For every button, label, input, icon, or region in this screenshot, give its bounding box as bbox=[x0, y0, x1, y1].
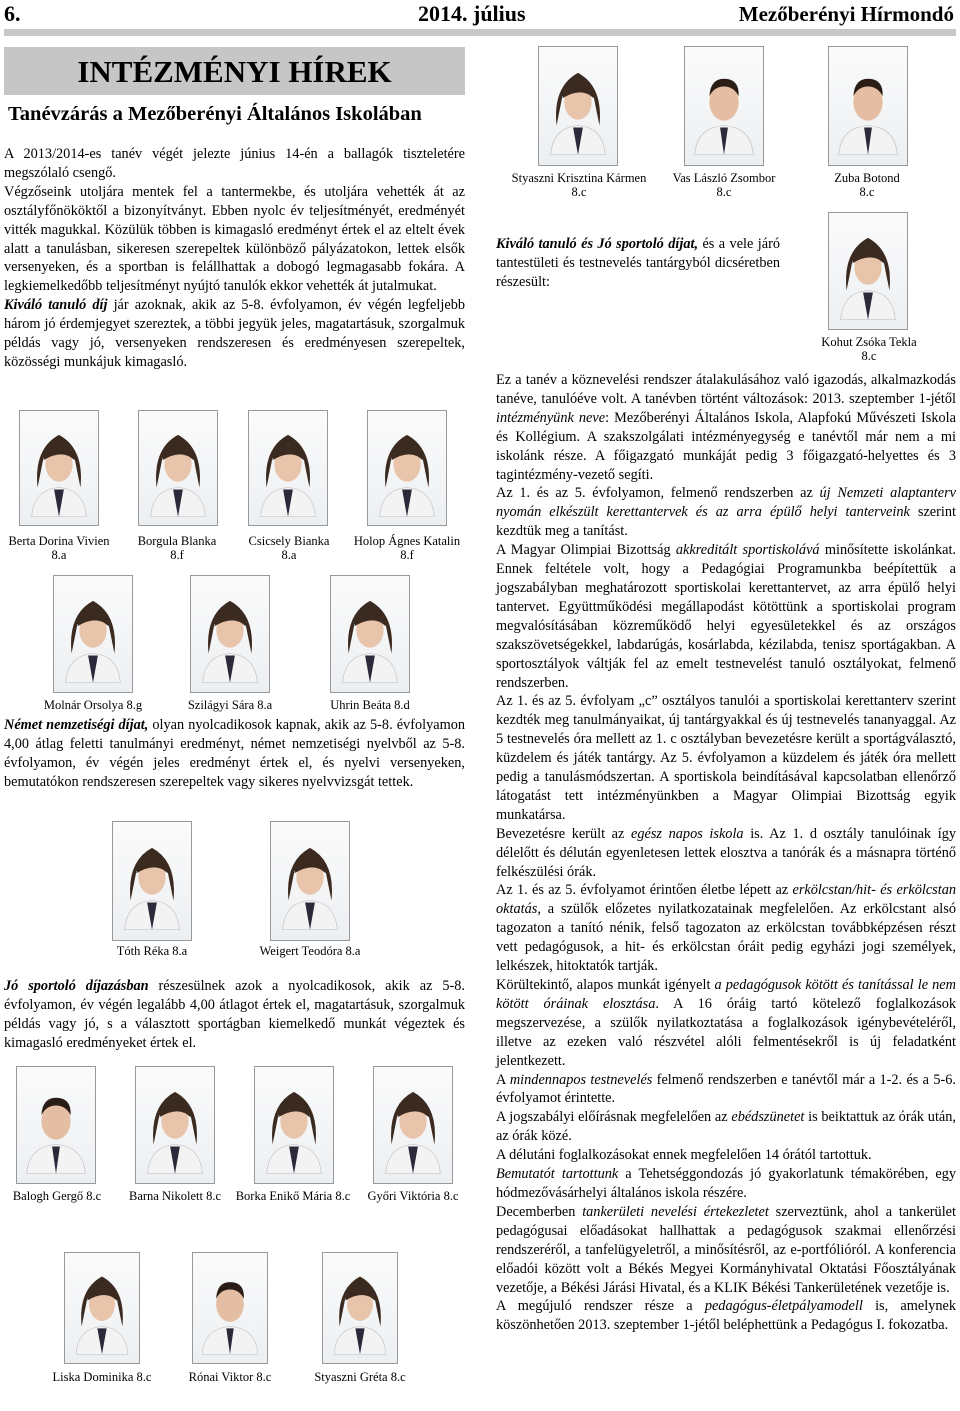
student-caption: Csicsely Bianka 8.a bbox=[248, 534, 330, 562]
award-nemet-paragraph bbox=[4, 716, 465, 792]
section-title: INTÉZMÉNYI HÍREK bbox=[77, 54, 392, 89]
student-photo bbox=[828, 46, 908, 166]
student-photo bbox=[322, 1252, 398, 1364]
student-caption: Szilágyi Sára 8.a bbox=[187, 698, 273, 712]
student-photo bbox=[135, 1066, 215, 1184]
award-double-paragraph bbox=[496, 235, 780, 292]
paragraph-curriculum: Az 1. és az 5. évfolyamon, felmenő rendszerben az új Nemzeti alaptanterv nyomán elkészült kerettantervek és az arra épülő helyi tanterveink szerint kezdtük meg a tanítást. bbox=[496, 485, 956, 540]
student-photo bbox=[16, 1066, 96, 1184]
student-photo bbox=[367, 410, 447, 526]
award-nemet-text: olyan nyolcadikosok kapnak, akik az 5-8. évfolyamon 4,00 átlag feletti tanulmányi eredményt, német nemzetiségi nyelvből az 5-8. évfolyamon, év végén jeles eredményt értek el, és nyelvi versenyeken, bemutatókon rendszeresen szerepeltek vagy sikeres nyelvvizsgát tettek. bbox=[4, 717, 465, 790]
student-caption: Holop Ágnes Katalin 8.f bbox=[353, 534, 461, 562]
student-caption: Berta Dorina Vivien 8.a bbox=[8, 534, 110, 562]
issue-date: 2014. július bbox=[418, 1, 526, 26]
award-double-title: Kiváló tanuló és Jó sportoló díjat, bbox=[496, 236, 699, 252]
student-caption: Rónai Viktor 8.c bbox=[188, 1370, 272, 1384]
student-caption: Győri Viktória 8.c bbox=[367, 1189, 459, 1203]
paragraph-afternoon: A délutáni foglalkozásokat ennek megfelelően 14 órától tartottuk. bbox=[496, 1147, 872, 1164]
intro-paragraph-1: A 2013/2014-es tanév végét jelezte június 14-én a ballagók tiszteletére megszólaló csengő. bbox=[4, 146, 465, 181]
paragraph-lunch: A jogszabályi előírásnak megfelelően az ebédszünetet is beiktattuk az órák után, az órák közé. bbox=[496, 1109, 956, 1145]
award-sport-title: Jó sportoló díjazásban bbox=[4, 978, 149, 994]
student-caption: Styaszni Krisztina Kármen 8.c bbox=[511, 171, 647, 199]
student-photo bbox=[192, 1252, 268, 1364]
right-column-text bbox=[496, 371, 956, 1335]
student-photo bbox=[64, 1252, 140, 1364]
student-caption: Balogh Gergő 8.c bbox=[12, 1189, 102, 1203]
student-photo bbox=[538, 46, 618, 166]
award-kivalo-title: Kiváló tanuló díj bbox=[4, 297, 108, 314]
paragraph-ethics: Az 1. és az 5. évfolyamot érintően életbe lépett az erkölcstan/hit- és erkölcstan oktatás, a szülők előzetes nyilatkozatainak megfelelően. Az erkölcstant alsó tagozaton a tanító nénik, felső tagozaton az erkölcstan továbbképzésen részt vett pedagógusok, a hit- és erkölcstan óráit pedig egyházi jogi személyek, lelkészek, hitoktatók tartják. bbox=[496, 882, 956, 975]
student-photo bbox=[248, 410, 328, 526]
award-kivalo-paragraph bbox=[4, 296, 465, 372]
award-sport-paragraph bbox=[4, 977, 465, 1053]
student-photo bbox=[270, 821, 350, 941]
award-sport-text: részesülnek azok a nyolcadikosok, akik az 5-8. évfolyamon, év végén legalább 4,00 átlagot értek el, magatartásuk, szorgalmuk példás vagy jó, s a választott sportágban kiemelkedő munkát végeztek és kimagasló eredményeket értek el. bbox=[4, 978, 465, 1051]
award-double-text: és a vele járó tantestületi és testnevelés tantárgyból dicséretben részesült: bbox=[496, 236, 781, 290]
intro-paragraph-2: Végzőseink utoljára mentek fel a tantermekbe, és utoljára vehették át az osztályfőnököktől a bizonyítványt. Ebben nyolc év teljesítményét, eredményét vitték magukkal. Közülük többen is kimagasló eredményt értek el az eltelt évek alatt a tanulásban, sikeresen szerepeltek különböző pályázatokon, lettek elsők versenyeken, és a sportban is felállhattak a dobogó legmagasabb fokára. A legkiemelkedőbb teljesítményt nyújtó tanulók ekkor vehették át jutalmukat. bbox=[4, 183, 465, 295]
student-caption: Weigert Teodóra 8.a bbox=[259, 944, 361, 958]
student-caption: Kohut Zsóka Tekla 8.c bbox=[821, 335, 917, 363]
publication-title: Mezőberényi Hírmondó bbox=[738, 2, 954, 26]
page-number: 6. bbox=[4, 1, 21, 26]
article-title: Tanévzárás a Mezőberényi Általános Iskolában bbox=[8, 103, 422, 125]
student-caption: Vas László Zsombor 8.c bbox=[672, 171, 776, 199]
student-photo bbox=[190, 575, 270, 693]
student-caption: Tóth Réka 8.a bbox=[116, 944, 188, 958]
student-caption: Borgula Blanka 8.f bbox=[137, 534, 217, 562]
paragraph-conference: Decemberben tankerületi nevelési értekezletet szerveztünk, ahol a tankerület pedagógusai előadásokat hallhattak a pedagógusok szakmai ellenőrzési rendszeréről, a tanfelügyeletről, a minősítésről, az e-portfólióról. A konferencia előadói között volt a Békés Megyei Kormányhivatal Oktatási Főosztályának vezetője, a Békési Járási Hivatal, és a KLIK Békési Tankerületének vezetője is. bbox=[496, 1203, 956, 1296]
student-caption: Zuba Botond 8.c bbox=[834, 171, 900, 199]
student-photo bbox=[53, 575, 133, 693]
student-caption: Borka Enikő Mária 8.c bbox=[235, 1189, 351, 1203]
paragraph-full-day: Bevezetésre került az egész napos iskola is. Az 1. d osztály tanulóinak így délelőtt és délután egyenletesen lettek elosztva a tanórák és a másnapra történő felkészülési órák. bbox=[496, 825, 956, 880]
student-caption: Styaszni Gréta 8.c bbox=[314, 1370, 406, 1384]
student-photo bbox=[373, 1066, 453, 1184]
student-photo bbox=[684, 46, 764, 166]
student-photo bbox=[828, 212, 908, 330]
header-divider bbox=[4, 29, 956, 36]
award-kivalo-text: jár azoknak, akik az 5-8. évfolyamon, év végén legfeljebb három jó érdemjegyet szereztek, a többi jegyük jeles, magatartásuk, szorgalmuk példás vagy jó, versenyeken rendszeresen és eredményesen szerepeltek, közösségi munkájuk kimagasló. bbox=[4, 297, 465, 370]
paragraph-school-name: Ez a tanév a köznevelési rendszer átalakulásához való igazodás, alkalmazkodás tanéve, tanulóéve volt. A tanévben történt változások: 2013. szeptember 1-jétől intézményünk neve: Mezőberényi Általános Iskola, Alapfokú Művészeti Iskola és Kollégium. A szakszolgálati intézményegység e tanévtől már nem a mi iskolánk része. A főigazgató munkáját pedig 3 főigazgató-helyettes és 3 tagintézmény-vezető segíti. bbox=[496, 372, 956, 483]
award-nemet-title: Német nemzetiségi díjat, bbox=[4, 717, 149, 733]
paragraph-demo: Bemutatót tartottunk a Tehetséggondozás jó gyakorlatunk témakörében, egy hódmezővásárhelyi általános iskola részére. bbox=[496, 1166, 956, 1201]
paragraph-sport-class: Az 1. és az 5. évfolyam „c” osztályos tanulói a sportiskolai kerettanterv szerint kezdték meg tanulmányaikat, új tantárgyakkal és új testnevelés tananyaggal. Az 5 testnevelés óra mellett az 1. c osztályban bevezetésre került a sportágválasztó, küzdelem és játék tantárgy. Az 5. évfolyamon a küzdelem és játék óra mellett pedig a tanulásmódszertan. A sportiskola beindításával kapcsolatban ellenőrző látogatást tett intézményünkben a Magyar Olimpiai Bizottság egyik munkatársa. bbox=[496, 693, 956, 823]
paragraph-career-model: A megújuló rendszer része a pedagógus-életpályamodell is, amelynek köszönhetően 2013. szeptember 1-jétől beléphettünk a Pedagógus I. fokozatba. bbox=[496, 1298, 956, 1334]
paragraph-hours: Körültekintő, alapos munkát igényelt a pedagógusok kötött és tanítással le nem kötött óráinak elosztása. A 16 óráig tartó kötelező foglalkozások megszervezése, a szülők nyilatkoztatása a foglalkozások igénybevételéről, illetve az ezeken való részvétel alóli felmentésekről is új feladatként jelentkezett. bbox=[496, 977, 956, 1069]
paragraph-daily-pe: A mindennapos testnevelés felmenő rendszerben e tanévtől már a 1-2. és a 5-6. évfolyamot érintette. bbox=[496, 1071, 956, 1107]
student-photo bbox=[19, 410, 99, 526]
paragraph-sport-school: A Magyar Olimpiai Bizottság akkreditált sportiskolává minősítette iskolánkat. Ennek feltétele volt, hogy a Pedagógiai Programunkba beépítettük a jogszabályban meghatározott sportiskolai kerettantervet, az arra épülő helyi tantervet. Együttműködési megállapodást kötöttünk a sportiskolai program megvalósításában közreműködő helyi egyesületekkel és az országos szakszövetségekkel, labdarúgás, kosárlabda, kézilabda, tenisz sportágakban. A sportosztályok váltják fel az emelt testnevelést tanuló osztályokat, felmenő rendszerben. bbox=[496, 542, 956, 691]
student-caption: Liska Dominika 8.c bbox=[52, 1370, 152, 1384]
student-caption: Molnár Orsolya 8.g bbox=[43, 698, 143, 712]
article-intro bbox=[4, 145, 465, 372]
student-photo bbox=[330, 575, 410, 693]
student-photo bbox=[138, 410, 218, 526]
student-photo bbox=[112, 821, 192, 941]
student-caption: Barna Nikolett 8.c bbox=[129, 1189, 221, 1203]
student-caption: Uhrin Beáta 8.d bbox=[330, 698, 410, 712]
student-photo bbox=[254, 1066, 334, 1184]
